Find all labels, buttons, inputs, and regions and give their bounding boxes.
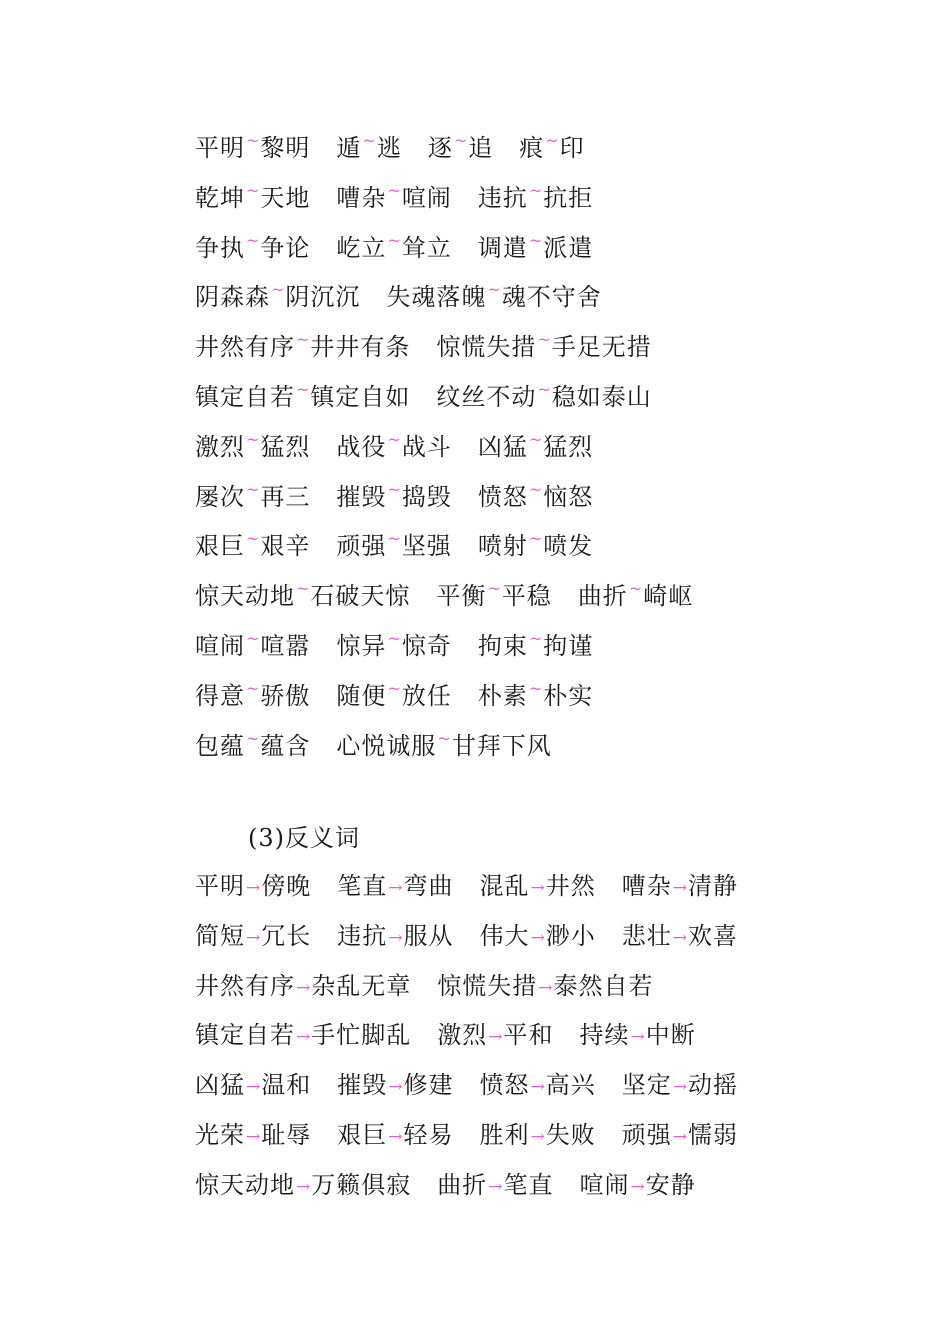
synonyms-word: 屹立	[336, 233, 387, 262]
synonyms-word: 惊奇	[401, 631, 452, 660]
arrow-right-icon: →	[296, 977, 311, 998]
arrow-right-icon: →	[296, 1027, 311, 1048]
synonyms-word: 石破天惊	[310, 582, 411, 611]
tilde-icon: ~	[545, 131, 559, 150]
antonym-list	[195, 862, 915, 1211]
tilde-icon: ~	[387, 529, 401, 549]
antonyms-word: 违抗	[337, 921, 388, 950]
synonyms-word: 朴素	[477, 681, 528, 710]
synonyms-word: 坚强	[401, 532, 452, 561]
antonyms-row	[195, 962, 915, 1012]
antonyms-row	[195, 862, 915, 912]
arrow-right-icon: →	[246, 878, 261, 898]
synonyms-word: 稳如泰山	[551, 382, 652, 411]
synonyms-word: 艰辛	[260, 532, 311, 561]
arrow-right-icon: →	[672, 1077, 687, 1098]
synonyms-word: 天地	[260, 183, 311, 212]
synonyms-word: 凶猛	[477, 432, 528, 461]
synonyms-word: 印	[559, 134, 585, 162]
arrow-right-icon: →	[388, 927, 403, 948]
synonyms-word: 魂不守舍	[501, 283, 602, 312]
antonyms-word: 安静	[645, 1170, 696, 1199]
antonyms-pair	[437, 962, 653, 1014]
synonyms-row	[195, 166, 895, 216]
synonyms-word: 战役	[336, 432, 387, 461]
synonyms-row	[195, 614, 895, 664]
antonyms-pair	[337, 912, 453, 964]
antonyms-word: 懦弱	[688, 1120, 738, 1149]
synonyms-row	[195, 415, 895, 465]
antonyms-row	[195, 1111, 915, 1161]
synonyms-word: 争论	[260, 233, 311, 262]
tilde-icon: ~	[387, 628, 401, 648]
synonyms-word: 拘谨	[543, 631, 594, 660]
tilde-icon: ~	[528, 479, 543, 499]
antonyms-word: 中断	[645, 1021, 696, 1050]
synonyms-word: 心悦诚服	[336, 731, 437, 760]
tilde-icon: ~	[362, 131, 376, 150]
synonyms-row	[195, 265, 895, 315]
tilde-icon: ~	[246, 529, 260, 549]
synonyms-row	[195, 564, 895, 614]
tilde-icon: ~	[537, 379, 551, 399]
antonyms-word: 动摇	[688, 1071, 738, 1100]
antonyms-word: 摧毁	[337, 1071, 388, 1100]
antonyms-word: 耻辱	[261, 1120, 312, 1149]
synonyms-word: 捣毁	[401, 482, 452, 511]
antonyms-pair	[337, 862, 453, 914]
antonyms-pair	[480, 862, 596, 914]
antonyms-pair	[337, 1061, 453, 1113]
synonyms-word: 甘拜下风	[451, 731, 552, 760]
tilde-icon: ~	[246, 230, 260, 250]
antonyms-pair	[195, 862, 311, 914]
antonyms-pair	[580, 1011, 696, 1063]
synonyms-word: 喷发	[543, 532, 594, 561]
antonyms-word: 曲折	[437, 1170, 488, 1199]
synonyms-word: 手足无措	[551, 333, 652, 362]
antonyms-word: 持续	[579, 1021, 630, 1050]
synonyms-word: 愤怒	[477, 482, 528, 511]
antonyms-word: 渺小	[545, 921, 596, 950]
synonyms-word: 蕴含	[260, 731, 311, 760]
synonyms-word: 崎岖	[643, 582, 694, 611]
synonyms-word: 惊慌失措	[436, 333, 537, 362]
tilde-icon: ~	[387, 180, 401, 200]
antonyms-word: 清静	[688, 872, 738, 900]
synonyms-word: 恼怒	[543, 482, 594, 511]
synonyms-word: 平稳	[501, 582, 552, 611]
arrow-right-icon: →	[296, 1176, 311, 1197]
antonyms-word: 嘈杂	[621, 872, 672, 900]
synonyms-word: 镇定自如	[310, 382, 411, 411]
antonyms-word: 愤怒	[479, 1071, 530, 1100]
tilde-icon: ~	[487, 280, 501, 300]
antonyms-word: 平和	[503, 1021, 554, 1050]
antonyms-pair	[622, 912, 738, 964]
antonym-heading: (3)反义词	[248, 824, 360, 852]
synonyms-word: 逃	[376, 134, 402, 162]
antonyms-word: 服从	[403, 921, 454, 950]
synonyms-word: 井然有序	[195, 333, 295, 362]
synonyms-word: 纹丝不动	[436, 382, 537, 411]
synonyms-word: 放任	[401, 681, 452, 710]
arrow-right-icon: →	[246, 927, 261, 948]
antonyms-pair	[480, 1061, 596, 1113]
tilde-icon: ~	[246, 628, 260, 648]
synonyms-word: 抗拒	[543, 183, 594, 212]
antonyms-word: 失败	[545, 1120, 596, 1149]
arrow-right-icon: →	[630, 1027, 645, 1048]
arrow-right-icon: →	[488, 1176, 503, 1197]
antonyms-word: 万籁俱寂	[311, 1170, 412, 1199]
antonyms-word: 镇定自若	[195, 1021, 295, 1050]
antonyms-word: 顽强	[621, 1120, 672, 1149]
synonyms-pair	[336, 714, 551, 772]
synonyms-word: 猛烈	[260, 432, 311, 461]
arrow-right-icon: →	[246, 1077, 261, 1098]
synonyms-word: 惊天动地	[195, 582, 295, 611]
synonyms-word: 曲折	[577, 582, 628, 611]
antonyms-row	[195, 1161, 915, 1211]
synonyms-word: 违抗	[477, 183, 528, 212]
tilde-icon: ~	[271, 280, 285, 300]
antonyms-word: 高兴	[545, 1071, 596, 1100]
synonyms-word: 再三	[260, 482, 311, 511]
synonyms-word: 顽强	[336, 532, 387, 561]
antonyms-pair	[195, 1011, 411, 1063]
antonyms-pair	[622, 1061, 738, 1113]
synonyms-row	[195, 365, 895, 415]
antonyms-word: 惊慌失措	[437, 971, 538, 1000]
synonyms-word: 镇定自若	[195, 382, 295, 411]
antonyms-word: 弯曲	[403, 872, 454, 900]
antonyms-word: 杂乱无章	[311, 971, 412, 1000]
synonyms-word: 派遣	[543, 233, 594, 262]
tilde-icon: ~	[387, 429, 401, 449]
arrow-right-icon: →	[672, 878, 687, 898]
antonyms-word: 坚定	[621, 1071, 672, 1100]
synonyms-word: 骄傲	[260, 681, 311, 710]
tilde-icon: ~	[628, 579, 643, 599]
synonyms-word: 喧闹	[401, 183, 452, 212]
antonyms-word: 凶猛	[195, 1071, 245, 1100]
arrow-right-icon: →	[530, 1126, 545, 1147]
synonyms-word: 拘束	[477, 631, 528, 660]
synonyms-word: 喷射	[477, 532, 528, 561]
antonyms-pair	[195, 1061, 311, 1113]
synonyms-word: 黎明	[260, 134, 311, 162]
tilde-icon: ~	[246, 180, 260, 200]
antonyms-word: 温和	[261, 1071, 312, 1100]
arrow-right-icon: →	[388, 1077, 403, 1098]
tilde-icon: ~	[387, 230, 401, 250]
synonyms-word: 喧闹	[195, 631, 245, 660]
arrow-right-icon: →	[530, 927, 545, 948]
synonyms-word: 平明	[195, 134, 245, 162]
antonyms-word: 泰然自若	[553, 971, 654, 1000]
synonyms-word: 战斗	[401, 432, 452, 461]
synonyms-word: 乾坤	[195, 183, 245, 212]
arrow-right-icon: →	[488, 1027, 503, 1048]
tilde-icon: ~	[528, 529, 543, 549]
synonyms-word: 激烈	[195, 432, 245, 461]
antonyms-word: 惊天动地	[195, 1170, 295, 1199]
synonyms-word: 艰巨	[195, 532, 245, 561]
arrow-right-icon: →	[530, 878, 545, 898]
tilde-icon: ~	[528, 628, 543, 648]
antonyms-word: 傍晚	[261, 872, 312, 900]
arrow-right-icon: →	[530, 1077, 545, 1098]
tilde-icon: ~	[528, 180, 543, 200]
antonyms-word: 光荣	[195, 1120, 245, 1149]
antonyms-pair	[622, 862, 738, 914]
arrow-right-icon: →	[388, 1126, 403, 1147]
tilde-icon: ~	[453, 131, 468, 150]
synonyms-word: 嘈杂	[336, 183, 387, 212]
arrow-right-icon: →	[672, 927, 687, 948]
tilde-icon: ~	[246, 479, 260, 499]
synonyms-word: 包蕴	[195, 731, 245, 760]
antonyms-word: 轻易	[403, 1120, 454, 1149]
synonyms-word: 失魂落魄	[386, 283, 487, 312]
tilde-icon: ~	[387, 479, 401, 499]
synonyms-word: 阴森森	[195, 283, 270, 312]
synonyms-word: 屡次	[195, 482, 245, 511]
synonyms-word: 喧嚣	[260, 631, 311, 660]
antonyms-word: 简短	[195, 921, 245, 950]
antonyms-word: 悲壮	[621, 921, 672, 950]
synonyms-row	[195, 714, 895, 764]
synonyms-word: 摧毁	[336, 482, 387, 511]
arrow-right-icon: →	[388, 878, 403, 898]
antonyms-pair	[480, 912, 596, 964]
antonyms-word: 笔直	[503, 1170, 554, 1199]
tilde-icon: ~	[528, 429, 543, 449]
synonyms-word: 得意	[195, 681, 245, 710]
antonyms-word: 胜利	[479, 1120, 530, 1149]
antonyms-pair	[622, 1111, 738, 1163]
tilde-icon: ~	[246, 678, 260, 698]
arrow-right-icon: →	[246, 1126, 261, 1147]
antonyms-row	[195, 912, 915, 962]
synonyms-word: 耸立	[401, 233, 452, 262]
synonyms-word: 随便	[336, 681, 387, 710]
synonyms-row	[195, 664, 895, 714]
tilde-icon: ~	[246, 429, 260, 449]
antonyms-pair	[195, 912, 311, 964]
antonyms-word: 喧闹	[579, 1170, 630, 1199]
antonyms-pair	[337, 1111, 453, 1163]
antonyms-word: 艰巨	[337, 1120, 388, 1149]
synonyms-row	[195, 116, 895, 166]
antonyms-pair	[195, 1161, 411, 1213]
synonyms-word: 调遣	[477, 233, 528, 262]
antonyms-pair	[195, 962, 411, 1014]
synonyms-word: 猛烈	[543, 432, 594, 461]
arrow-right-icon: →	[538, 977, 553, 998]
antonyms-word: 井然	[545, 872, 596, 900]
antonyms-word: 激烈	[437, 1021, 488, 1050]
antonyms-word: 混乱	[479, 872, 530, 900]
antonyms-word: 欢喜	[688, 921, 738, 950]
synonyms-row	[195, 315, 895, 365]
antonyms-pair	[480, 1111, 596, 1163]
antonyms-row	[195, 1061, 915, 1111]
antonyms-word: 笔直	[337, 872, 388, 900]
synonyms-word: 朴实	[543, 681, 594, 710]
synonyms-pair	[195, 714, 310, 772]
tilde-icon: ~	[387, 678, 401, 698]
antonyms-word: 冗长	[261, 921, 312, 950]
tilde-icon: ~	[437, 728, 451, 748]
synonyms-word: 平衡	[436, 582, 487, 611]
antonyms-pair	[195, 1111, 311, 1163]
synonym-list	[195, 116, 895, 763]
synonyms-word: 惊异	[336, 631, 387, 660]
arrow-right-icon: →	[672, 1126, 687, 1147]
antonyms-word: 平明	[195, 872, 245, 900]
tilde-icon: ~	[537, 330, 551, 350]
antonyms-row	[195, 1011, 915, 1061]
tilde-icon: ~	[296, 579, 310, 599]
tilde-icon: ~	[528, 230, 543, 250]
synonyms-word: 井井有条	[310, 333, 411, 362]
tilde-icon: ~	[487, 579, 501, 599]
antonyms-pair	[580, 1161, 696, 1213]
synonyms-row	[195, 216, 895, 266]
synonyms-word: 追	[468, 134, 494, 162]
synonyms-word: 阴沉沉	[285, 283, 361, 312]
synonyms-word: 争执	[195, 233, 245, 262]
tilde-icon: ~	[296, 379, 310, 399]
synonyms-row	[195, 465, 895, 515]
synonyms-row	[195, 514, 895, 564]
tilde-icon: ~	[528, 678, 543, 698]
tilde-icon: ~	[246, 131, 260, 150]
antonyms-word: 井然有序	[195, 971, 295, 1000]
antonyms-word: 伟大	[479, 921, 530, 950]
synonyms-word: 逐	[427, 134, 453, 162]
antonyms-word: 修建	[403, 1071, 454, 1100]
tilde-icon: ~	[246, 728, 260, 748]
antonyms-pair	[437, 1161, 553, 1213]
antonyms-pair	[437, 1011, 553, 1063]
antonyms-word: 手忙脚乱	[311, 1021, 412, 1050]
synonyms-word: 痕	[519, 134, 545, 162]
synonyms-word: 遁	[336, 134, 362, 162]
tilde-icon: ~	[296, 330, 310, 350]
arrow-right-icon: →	[630, 1176, 645, 1197]
